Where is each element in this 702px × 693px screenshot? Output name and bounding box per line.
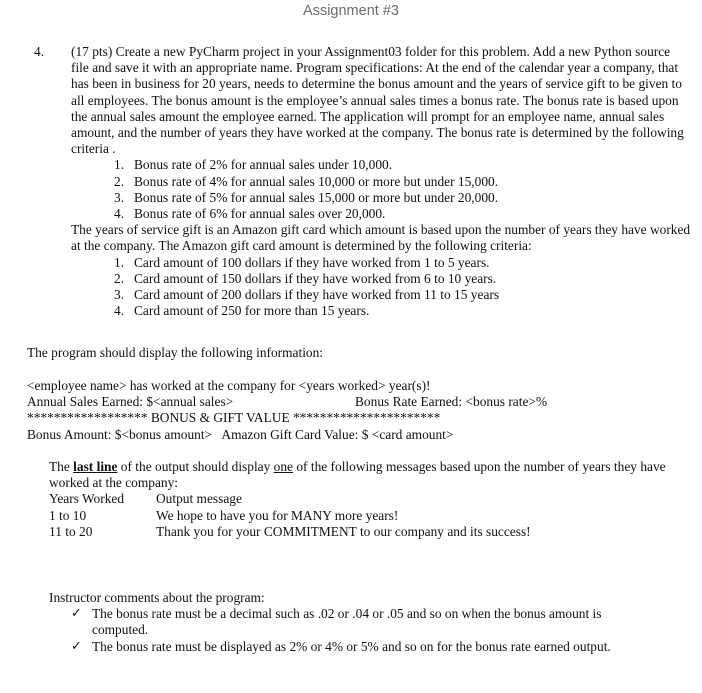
question-body: [71, 44, 691, 319]
display-heading: The program should display the following information:: [27, 345, 324, 360]
instructor-section: [49, 590, 669, 655]
table-cell: 1 to 10: [49, 507, 87, 523]
last-line-section: [49, 459, 669, 540]
last-line-intro: The last line of the output should display one of the following messages based upon the number of years they have worked at the company:: [49, 459, 666, 491]
table-cell: Thank you for your COMMITMENT to our company and its success!: [156, 523, 531, 539]
list-item: 1. Bonus rate of 2% for annual sales under 10,000.: [114, 157, 393, 173]
list-item: 2. Card amount of 150 dollars if they have worked from 6 to 10 years.: [114, 270, 497, 286]
display-line-3: ****************** BONUS & GIFT VALUE **********************: [27, 410, 441, 426]
list-item: 3. Card amount of 200 dollars if they have worked from 11 to 15 years: [114, 287, 500, 303]
table-row: [49, 524, 531, 540]
column-header: Years Worked: [49, 491, 125, 507]
list-item: 1. Card amount of 100 dollars if they have worked from 1 to 5 years.: [114, 254, 490, 270]
list-item: 3. Bonus rate of 5% for annual sales 15,000 or more but under 20,000.: [114, 189, 499, 205]
checkmark-icon: ✓: [71, 638, 82, 654]
page-header-title: Assignment #3: [303, 3, 399, 19]
instructor-comments-list: [49, 606, 669, 655]
table-cell: 11 to 20: [49, 523, 93, 539]
table-cell: We hope to have you for MANY more years!: [156, 507, 399, 523]
column-header: Output message: [156, 491, 242, 507]
one-emphasis: one: [273, 459, 293, 474]
table-header-row: [49, 491, 531, 507]
messages-table: [49, 491, 531, 540]
display-format: [27, 378, 687, 443]
list-item: 4. Card amount of 250 for more than 15 years.: [114, 303, 370, 319]
list-item: 4. Bonus rate of 6% for annual sales over 20,000.: [114, 206, 386, 222]
question-number: 4.: [34, 44, 45, 59]
table-row: [49, 508, 531, 524]
list-item: 2. Bonus rate of 4% for annual sales 10,000 or more but under 15,000.: [114, 173, 499, 189]
question-intro: (17 pts) Create a new PyCharm project in your Assignment03 folder for this problem. Add a new Python source file and save it with an appropriate name. Program specifications: At the end of the calendar year a company, that has been in business for 20 years, needs to determine the bonus amount and the years of service gift to be given to all employees. The bonus amount is the employee’s annual sales times a bonus rate. The bonus rate is based upon the annual sales amount the employee earned. The application will prompt for an employee name, annual sales amount, and the number of years they have worked at the company. The bonus rate is determined by the following criteria .: [71, 44, 684, 157]
gift-intro: The years of service gift is an Amazon gift card which amount is based upon the number of years they have worked at the company. The Amazon gift card amount is determined by the following criteria:: [71, 222, 691, 254]
bonus-criteria-list: [71, 157, 691, 222]
display-line-2-left: Annual Sales Earned: $<annual sales>: [27, 394, 234, 410]
checkmark-icon: ✓: [71, 606, 82, 622]
instructor-heading: Instructor comments about the program:: [49, 590, 265, 605]
gift-criteria-list: [71, 255, 691, 320]
display-line-2-right: Bonus Rate Earned: <bonus rate>%: [355, 394, 548, 410]
display-line-2: [27, 394, 687, 410]
last-line-emphasis: last line: [73, 459, 118, 474]
list-item: ✓ The bonus rate must be displayed as 2% or 4% or 5% and so on for the bonus rate earned output.: [71, 638, 611, 654]
display-line-4: Bonus Amount: $<bonus amount> Amazon Gift Card Value: $ <card amount>: [27, 426, 454, 442]
list-item: ✓ The bonus rate must be a decimal such as .02 or .04 or .05 and so on when the bonus amount is computed.: [71, 606, 602, 638]
display-line-1: <employee name> has worked at the company for <years worked> year(s)!: [27, 378, 431, 393]
